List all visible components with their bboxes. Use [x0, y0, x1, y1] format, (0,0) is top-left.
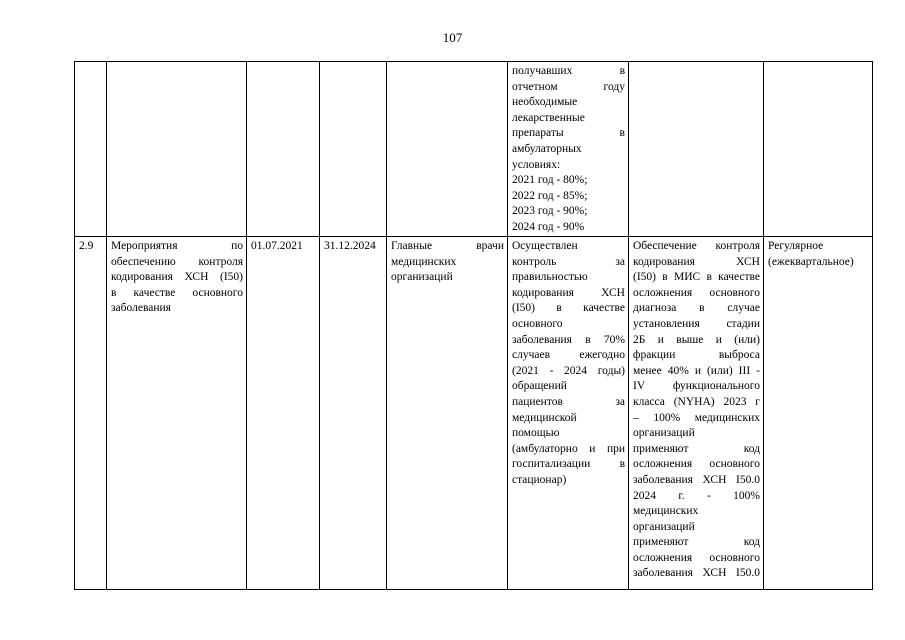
- text-line: диагноза в случае: [633, 302, 760, 315]
- cell-periodicity: [764, 62, 873, 237]
- text-line: необходимые: [512, 96, 578, 109]
- text-line: условиях:: [512, 158, 561, 171]
- text-line: установления стадии: [633, 317, 760, 330]
- text-line: Осуществлен: [512, 240, 578, 252]
- text-line: обращений: [512, 380, 567, 393]
- text-line: кодирования ХСН (I50): [111, 271, 243, 284]
- text-line: кодирования ХСН: [512, 286, 625, 299]
- text-line: основного: [512, 317, 563, 330]
- text-line: обеспечению контроля: [111, 255, 243, 268]
- cell-num: 2.9: [75, 237, 107, 590]
- text-line: пациентов за: [512, 395, 625, 408]
- text-line: лекарственные: [512, 111, 585, 124]
- text-line: 2024 год - 90%: [512, 220, 585, 233]
- text-line: отчетном году: [512, 80, 625, 93]
- text-line: случаев ежегодно: [512, 349, 625, 362]
- cell-result: [629, 62, 764, 237]
- text-line: заболевания ХСН I50.0: [633, 473, 760, 486]
- cell-result: [629, 237, 764, 590]
- text-line: осложнения основного: [633, 551, 760, 564]
- cell-responsible: [387, 237, 508, 590]
- cell-event: [107, 237, 247, 590]
- cell-periodicity: [764, 237, 873, 590]
- cell-indicator: [508, 237, 629, 590]
- text-line: амбулаторных: [512, 142, 582, 155]
- cell-responsible: [387, 62, 508, 237]
- text-line: заболевания в 70%: [512, 333, 625, 346]
- page-number: 107: [442, 30, 463, 45]
- text-line: (ежеквартальное): [768, 255, 854, 268]
- text-line: применяют код: [633, 442, 760, 455]
- text-line: – 100% медицинских: [633, 411, 760, 424]
- text-line: Главные врачи: [391, 240, 504, 252]
- text-line: (амбулаторно и при: [512, 442, 625, 455]
- text-line: препараты в: [512, 127, 625, 140]
- text-line: класса (NYHA) 2023 г: [633, 395, 760, 408]
- text-line: организаций: [633, 427, 695, 440]
- text-line: Обеспечение контроля: [633, 240, 760, 252]
- text-line: (I50) в МИС в качестве: [633, 271, 760, 284]
- text-line: (I50) в качестве: [512, 302, 625, 315]
- text-line: заболевания ХСН I50.0: [633, 567, 760, 580]
- text-line: организаций: [391, 271, 453, 284]
- text-line: госпитализации в: [512, 458, 625, 471]
- text-line: получавших в: [512, 65, 625, 77]
- cell-num: [75, 62, 107, 237]
- text-line: Регулярное: [768, 240, 824, 252]
- cell-event: [107, 62, 247, 237]
- text-line: менее 40% и (или) III -: [633, 364, 760, 377]
- text-line: осложнения основного: [633, 286, 760, 299]
- text-line: контроль за: [512, 255, 625, 268]
- text-line: организаций: [633, 520, 695, 533]
- text-line: 2021 год - 80%;: [512, 174, 588, 187]
- text-line: 2023 год - 90%;: [512, 205, 588, 218]
- text-line: правильностью: [512, 271, 588, 284]
- text-line: IV функционального: [633, 380, 760, 393]
- text-line: 2022 год - 85%;: [512, 189, 588, 202]
- text-line: медицинских: [391, 255, 457, 268]
- table-row: [75, 62, 873, 237]
- text-line: стационар): [512, 473, 567, 486]
- cell-indicator: [508, 62, 629, 237]
- cell-end-date: 31.12.2024: [320, 237, 387, 590]
- text-line: Мероприятия по: [111, 240, 243, 252]
- text-line: кодирования ХСН: [633, 255, 760, 268]
- cell-start-date: 01.07.2021: [247, 237, 320, 590]
- text-line: заболевания: [111, 302, 171, 315]
- text-line: медицинских: [633, 505, 699, 518]
- text-line: 2Б и выше и (или): [633, 333, 760, 346]
- text-line: медицинской: [512, 411, 577, 424]
- text-line: в качестве основного: [111, 286, 243, 299]
- text-line: 2024 г. - 100%: [633, 489, 760, 502]
- text-line: (2021 - 2024 годы): [512, 364, 625, 377]
- text-line: фракции выброса: [633, 349, 760, 362]
- text-line: осложнения основного: [633, 458, 760, 471]
- text-line: применяют код: [633, 536, 760, 549]
- text-line: помощью: [512, 427, 560, 440]
- table-row: [75, 237, 873, 590]
- plan-table: [74, 61, 873, 590]
- cell-end-date: [320, 62, 387, 237]
- cell-start-date: [247, 62, 320, 237]
